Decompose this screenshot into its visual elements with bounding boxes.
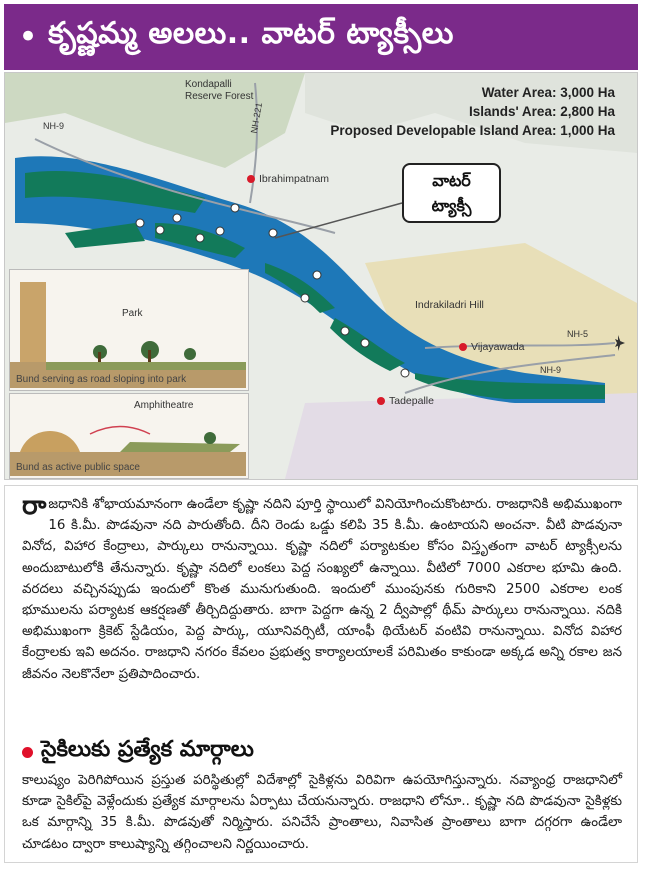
- dropcap: రా: [22, 491, 47, 521]
- callout-line2: ట్యాక్సీ: [431, 196, 472, 215]
- park-illustration: [10, 270, 246, 388]
- subhead-bullet-icon: [22, 747, 33, 758]
- nh5-label: NH-5: [567, 329, 589, 339]
- park-caption: Bund serving as road sloping into park: [16, 374, 187, 385]
- vijayawada-marker: [459, 343, 467, 351]
- river-map: [4, 72, 638, 480]
- subhead-title: సైకిలుకు ప్రత్యేక మార్గాలు: [41, 737, 254, 762]
- forest-label: Kondapalli Reserve Forest: [185, 79, 254, 102]
- paragraph-1-text: జధానికి శోభాయమానంగా ఉండేలా కృష్ణా నదిని పూర్తి స్థాయిలో వినియోగించుకొంటారు. రాజధానికి అభిముఖంగా 16 కి.మీ. పొడవునా నది పారుతోంది. దీని రెండు ఒడ్డు కలిపి 35 కి.మీ. ఉంటాయని అంచనా. వీటి పొడవునా వినోద, విహార కేంద్రాలు, పార్కులు రానున్నాయి. కృష్ణా నదిలో పర్యాటకుల కోసం విస్తృతంగా వాటర్ ట్యాక్సీలను అందుబాటులోకి తేనున్నారు. కృష్ణా నదిలో లంకలు పెద్ద సంఖ్యలో ఉన్నాయి. వీటిలో 7000 ఎకరాల భూమి ఉంది. వరదలు వచ్చినప్పుడు ఇందులో కొంత మునుగుతుంది. ఇందులో ముంపునకు గురికాని 2500 ఎకరాల లంక భూములను పర్యాటక ఆకర్షణతో తీర్చిదిద్దుతారు. బాగా పెద్దగా ఉన్న 2 ద్వీపాల్లో థీమ్ పార్కులు రానున్నాయి. నదికి అభిముఖంగా క్రికెట్ స్టేడియం, పెద్ద పార్కు, యూనివర్సిటీ, యాంఫీ థియేటర్ వంటివి రానున్నాయి. వినోద విహార కేంద్రాలకు ఇవి అదనం. రాజధాని నగరం కేవలం ప్రభుత్వ కార్యాలయాలకే పరిమితం కాకుండా అక్కడ అన్ని రకాల జన జీవనం నెలకొనేలా ప్రతిపాదించారు.: [22, 497, 622, 682]
- amphitheatre-caption: Bund as active public space: [16, 462, 140, 473]
- park-inset: [9, 269, 249, 391]
- water-taxi-callout: [402, 163, 501, 223]
- article-paragraph-2: [22, 770, 622, 855]
- paragraph-2-text: కాలుష్యం పెరిగిపోయిన ప్రస్తుత పరిస్థితుల్లో విదేశాల్లో సైకిళ్లను విరివిగా ఉపయోగిస్తున్నారు. నవ్యాంధ్ర రాజధానిలో కూడా సైకిల్‌పై వెళ్లేందుకు ప్రత్యేక మార్గాలను ఏర్పాటు చేయనున్నారు. రాజధాని లోనూ.. కృష్ణా నది పొడవునా సైకిళ్లకు ఒక మార్గాన్ని 35 కి.మీ. పొడవుతో నిర్మిస్తారు. పనిచేసే ప్రాంతాలు, నివాసిత ప్రాంతాలు బాగా దగ్గరగా ఉండేలా చూడటం ద్వారా కాలుష్యాన్ని తగ్గించాలని నిర్ణయించారు.: [22, 773, 622, 852]
- south-terrain: [285, 393, 637, 479]
- amphitheatre-inset: [9, 393, 249, 479]
- header-bullet: •: [18, 17, 39, 57]
- nh221-label: NH-221: [248, 101, 265, 135]
- article-header: [4, 4, 638, 70]
- stat-developable-area: Proposed Developable Island Area: 1,000 Ha: [330, 123, 615, 138]
- callout-line1: వాటర్: [432, 171, 471, 190]
- nh9-label: NH-9: [43, 121, 65, 131]
- nh9-south-label: NH-9: [540, 365, 562, 375]
- map-stats: [330, 83, 615, 140]
- park-label: Park: [122, 308, 143, 319]
- amphitheatre-label: Amphitheatre: [134, 400, 194, 411]
- ibrahimpatnam-marker: [247, 175, 255, 183]
- callout-pointer: [275, 203, 402, 238]
- tadepalle-marker: [377, 397, 385, 405]
- ibrahimpatnam-label: Ibrahimpatnam: [259, 173, 330, 185]
- stat-water-area: Water Area: 3,000 Ha: [481, 85, 615, 100]
- tadepalle-label: Tadepalle: [389, 395, 434, 407]
- section-subhead: [22, 735, 254, 769]
- page-title: కృష్ణమ్మ అలలు.. వాటర్ ట్యాక్సీలు: [48, 16, 454, 51]
- article-paragraph-1: [22, 491, 622, 685]
- stat-islands-area: Islands' Area: 2,800 Ha: [468, 104, 615, 119]
- vijayawada-label: Vijayawada: [471, 341, 525, 353]
- indrakiladri-label: Indrakiladri Hill: [415, 299, 484, 311]
